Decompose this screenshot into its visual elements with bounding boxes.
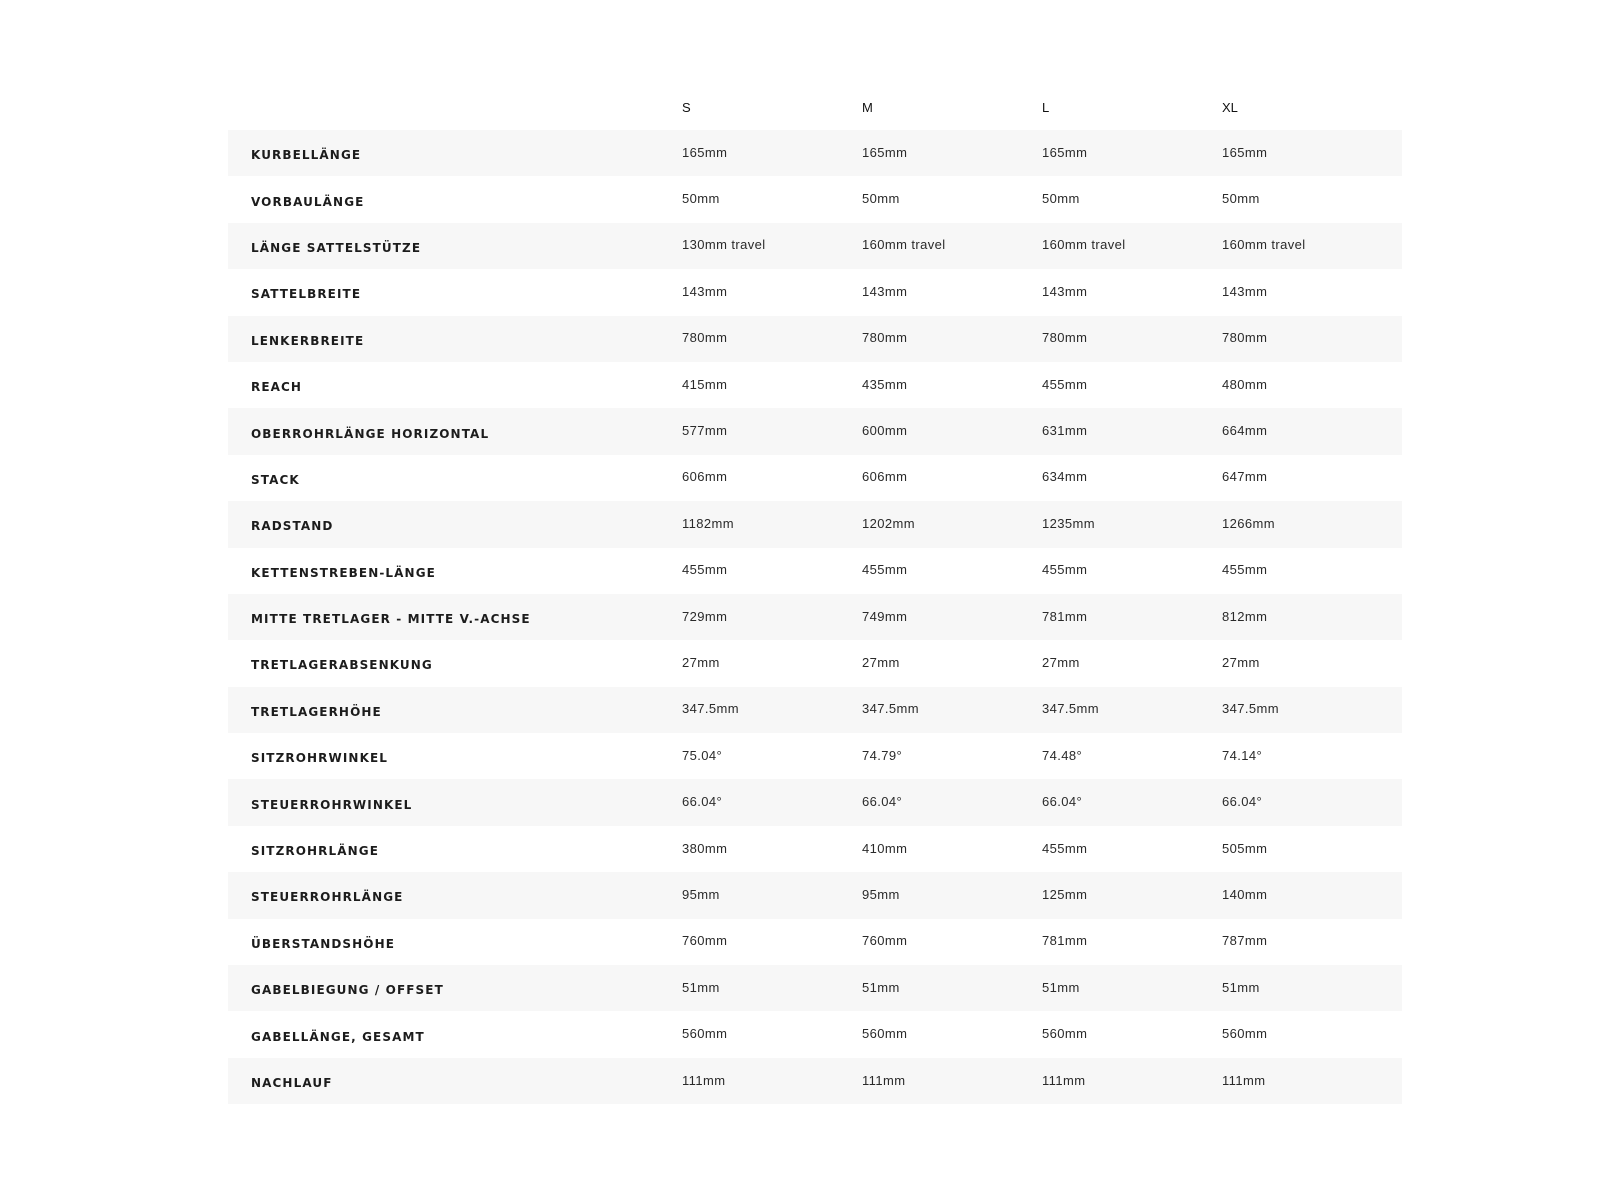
table-row bbox=[228, 176, 1402, 222]
table-cell-m: 410mm bbox=[862, 840, 908, 856]
table-cell-xl: 74.14° bbox=[1222, 747, 1263, 763]
table-cell-l: 125mm bbox=[1042, 886, 1088, 902]
size-header-xl: XL bbox=[1222, 99, 1238, 115]
row-label: MITTE TRETLAGER - MITTE V.-ACHSE bbox=[251, 612, 531, 627]
table-cell-xl: 27mm bbox=[1222, 654, 1260, 670]
table-cell-s: 66.04° bbox=[682, 794, 723, 810]
table-row bbox=[228, 501, 1402, 547]
table-cell-s: 75.04° bbox=[682, 747, 723, 763]
table-cell-m: 455mm bbox=[862, 562, 908, 578]
table-cell-m: 606mm bbox=[862, 469, 908, 485]
table-cell-l: 631mm bbox=[1042, 423, 1088, 439]
table-cell-m: 160mm travel bbox=[862, 237, 946, 253]
table-cell-l: 27mm bbox=[1042, 654, 1080, 670]
table-row bbox=[228, 269, 1402, 315]
table-cell-s: 95mm bbox=[682, 886, 720, 902]
table-cell-xl: 505mm bbox=[1222, 840, 1268, 856]
size-header-row bbox=[228, 84, 1402, 130]
table-row bbox=[228, 872, 1402, 918]
table-cell-m: 74.79° bbox=[862, 747, 903, 763]
table-cell-s: 729mm bbox=[682, 608, 728, 624]
table-cell-s: 760mm bbox=[682, 933, 728, 949]
table-cell-l: 634mm bbox=[1042, 469, 1088, 485]
table-row bbox=[228, 548, 1402, 594]
table-cell-xl: 664mm bbox=[1222, 423, 1268, 439]
row-label: KETTENSTREBEN-LÄNGE bbox=[251, 565, 436, 580]
row-label: RADSTAND bbox=[251, 519, 334, 534]
table-cell-l: 143mm bbox=[1042, 283, 1088, 299]
table-cell-m: 51mm bbox=[862, 979, 900, 995]
table-cell-xl: 347.5mm bbox=[1222, 701, 1279, 717]
table-row bbox=[228, 640, 1402, 686]
table-row bbox=[228, 733, 1402, 779]
label-column-header bbox=[228, 84, 682, 130]
table-cell-m: 347.5mm bbox=[862, 701, 919, 717]
row-label: NACHLAUF bbox=[251, 1076, 333, 1090]
row-label: SATTELBREITE bbox=[251, 287, 362, 302]
table-cell-l: 66.04° bbox=[1042, 794, 1083, 810]
table-cell-xl: 480mm bbox=[1222, 376, 1268, 392]
table-row bbox=[228, 594, 1402, 640]
table-cell-xl: 51mm bbox=[1222, 979, 1260, 995]
table-cell-l: 160mm travel bbox=[1042, 237, 1126, 253]
table-cell-l: 1235mm bbox=[1042, 515, 1095, 531]
row-label: VORBAULÄNGE bbox=[251, 194, 365, 209]
table-row bbox=[228, 779, 1402, 825]
table-cell-xl: 111mm bbox=[1222, 1072, 1266, 1088]
table-cell-s: 347.5mm bbox=[682, 701, 739, 717]
table-cell-m: 66.04° bbox=[862, 794, 903, 810]
table-cell-l: 780mm bbox=[1042, 330, 1088, 346]
table-cell-l: 781mm bbox=[1042, 933, 1088, 949]
table-cell-s: 455mm bbox=[682, 562, 728, 578]
row-label: STEUERROHRLÄNGE bbox=[251, 890, 404, 905]
geometry-table-header bbox=[228, 84, 1402, 130]
row-label: REACH bbox=[251, 380, 303, 395]
row-label: LENKERBREITE bbox=[251, 333, 365, 348]
table-cell-m: 50mm bbox=[862, 191, 900, 207]
size-header-l: L bbox=[1042, 99, 1050, 115]
table-cell-xl: 66.04° bbox=[1222, 794, 1263, 810]
table-cell-m: 1202mm bbox=[862, 515, 915, 531]
table-cell-m: 780mm bbox=[862, 330, 908, 346]
row-label: SITZROHRWINKEL bbox=[251, 751, 389, 766]
table-row bbox=[228, 362, 1402, 408]
table-cell-l: 455mm bbox=[1042, 562, 1088, 578]
table-cell-l: 781mm bbox=[1042, 608, 1088, 624]
table-cell-s: 51mm bbox=[682, 979, 720, 995]
row-label: GABELLÄNGE, GESAMT bbox=[251, 1029, 425, 1044]
table-cell-s: 560mm bbox=[682, 1026, 728, 1042]
table-cell-s: 27mm bbox=[682, 654, 720, 670]
table-cell-l: 560mm bbox=[1042, 1026, 1088, 1042]
table-cell-xl: 1266mm bbox=[1222, 515, 1275, 531]
row-label: TRETLAGERABSENKUNG bbox=[251, 658, 433, 673]
table-cell-l: 347.5mm bbox=[1042, 701, 1099, 717]
table-row bbox=[228, 316, 1402, 362]
table-cell-s: 415mm bbox=[682, 376, 728, 392]
table-cell-s: 130mm travel bbox=[682, 237, 766, 253]
row-label: GABELBIEGUNG / OFFSET bbox=[251, 983, 444, 998]
row-label: LÄNGE SATTELSTÜTZE bbox=[251, 240, 422, 255]
table-cell-m: 435mm bbox=[862, 376, 908, 392]
table-cell-xl: 165mm bbox=[1222, 144, 1268, 160]
table-cell-xl: 143mm bbox=[1222, 283, 1268, 299]
table-cell-m: 560mm bbox=[862, 1026, 908, 1042]
row-label: SITZROHRLÄNGE bbox=[251, 844, 380, 859]
table-cell-s: 1182mm bbox=[682, 515, 735, 531]
table-row bbox=[228, 826, 1402, 872]
geometry-table-body bbox=[228, 130, 1402, 1104]
table-cell-m: 95mm bbox=[862, 886, 900, 902]
table-cell-xl: 50mm bbox=[1222, 191, 1260, 207]
table-cell-l: 51mm bbox=[1042, 979, 1080, 995]
table-cell-l: 455mm bbox=[1042, 840, 1088, 856]
table-cell-xl: 455mm bbox=[1222, 562, 1268, 578]
size-header-m: M bbox=[862, 99, 873, 115]
table-cell-xl: 780mm bbox=[1222, 330, 1268, 346]
table-cell-s: 165mm bbox=[682, 144, 728, 160]
table-row bbox=[228, 919, 1402, 965]
table-cell-s: 577mm bbox=[682, 423, 728, 439]
geometry-table bbox=[228, 84, 1402, 1104]
row-label: STACK bbox=[251, 472, 300, 487]
table-row bbox=[228, 130, 1402, 176]
table-cell-xl: 812mm bbox=[1222, 608, 1268, 624]
table-cell-l: 74.48° bbox=[1042, 747, 1083, 763]
table-cell-m: 143mm bbox=[862, 283, 908, 299]
table-cell-m: 165mm bbox=[862, 144, 908, 160]
table-row bbox=[228, 1058, 1402, 1104]
table-cell-s: 606mm bbox=[682, 469, 728, 485]
table-cell-m: 111mm bbox=[862, 1072, 906, 1088]
table-row bbox=[228, 965, 1402, 1011]
table-cell-l: 455mm bbox=[1042, 376, 1088, 392]
table-cell-s: 143mm bbox=[682, 283, 728, 299]
table-row bbox=[228, 1011, 1402, 1057]
table-cell-m: 600mm bbox=[862, 423, 908, 439]
table-row bbox=[228, 223, 1402, 269]
table-cell-l: 111mm bbox=[1042, 1072, 1086, 1088]
table-cell-xl: 140mm bbox=[1222, 886, 1268, 902]
row-label: OBERROHRLÄNGE HORIZONTAL bbox=[251, 426, 490, 441]
size-header-s: S bbox=[682, 99, 691, 115]
table-cell-m: 27mm bbox=[862, 654, 900, 670]
table-cell-m: 760mm bbox=[862, 933, 908, 949]
table-row bbox=[228, 687, 1402, 733]
table-cell-m: 749mm bbox=[862, 608, 908, 624]
table-cell-l: 50mm bbox=[1042, 191, 1080, 207]
row-label: STEUERROHRWINKEL bbox=[251, 797, 413, 812]
table-row bbox=[228, 408, 1402, 454]
table-cell-l: 165mm bbox=[1042, 144, 1088, 160]
table-cell-s: 380mm bbox=[682, 840, 728, 856]
table-cell-s: 50mm bbox=[682, 191, 720, 207]
table-cell-xl: 160mm travel bbox=[1222, 237, 1306, 253]
table-row bbox=[228, 455, 1402, 501]
row-label: TRETLAGERHÖHE bbox=[251, 704, 382, 719]
row-label: ÜBERSTANDSHÖHE bbox=[251, 936, 396, 951]
row-label: KURBELLÄNGE bbox=[251, 148, 362, 163]
table-cell-xl: 787mm bbox=[1222, 933, 1268, 949]
table-cell-s: 111mm bbox=[682, 1072, 726, 1088]
table-cell-s: 780mm bbox=[682, 330, 728, 346]
table-cell-xl: 560mm bbox=[1222, 1026, 1268, 1042]
table-cell-xl: 647mm bbox=[1222, 469, 1268, 485]
